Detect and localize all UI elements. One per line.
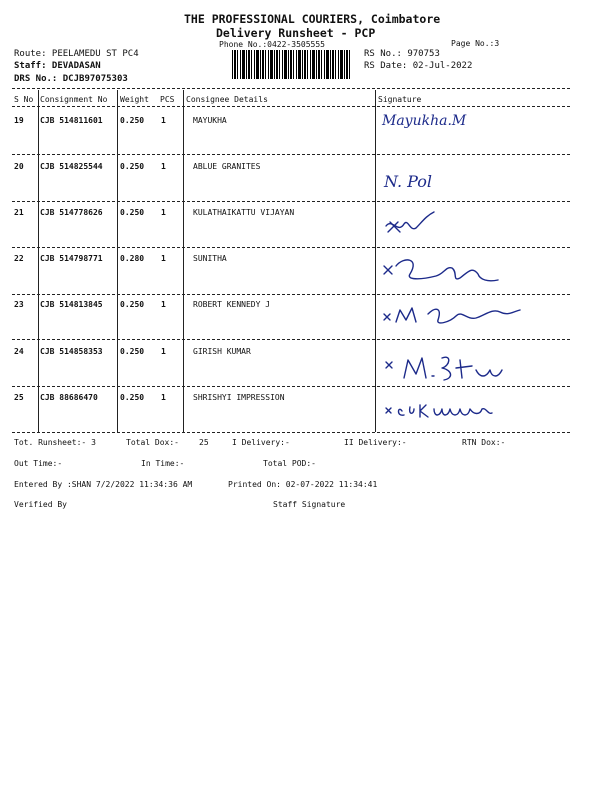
total-runsheet: Tot. Runsheet:- 3 [14,438,96,447]
signature-handwritten: Mayukha.M [382,113,467,129]
signature-scribble [382,397,522,425]
row-consignment: CJB 514798771 [40,254,103,263]
row-weight: 0.250 [120,162,145,171]
divider [12,339,570,340]
barcode [232,50,352,79]
col-header-signature: Signature [378,95,422,104]
row-pcs: 1 [161,116,166,125]
row-consignment: CJB 514813845 [40,300,103,309]
entered-by: Entered By :SHAN 7/2/2022 11:34:36 AM [14,480,193,489]
row-consignment: CJB 514858353 [40,347,103,356]
row-consignee: MAYUKHA [193,116,227,125]
row-sno: 19 [14,116,24,125]
row-sno: 22 [14,254,24,263]
col-header-sno: S No [14,95,34,104]
row-weight: 0.250 [120,347,145,356]
printed-on: Printed On: 02-07-2022 11:34:41 [228,480,378,489]
i-delivery: I Delivery:- [232,438,290,447]
col-header-pcs: PCS [160,95,175,104]
row-pcs: 1 [161,300,166,309]
row-consignment: CJB 88686470 [40,393,98,402]
row-sno: 20 [14,162,24,171]
divider [12,432,570,433]
signature-scribble [380,298,540,332]
row-consignment: CJB 514811601 [40,116,103,125]
ii-delivery: II Delivery:- [344,438,407,447]
document-title: Delivery Runsheet - PCP [216,26,376,40]
row-weight: 0.250 [120,208,145,217]
row-consignee: KULATHAIKATTU VIJAYAN [193,208,295,217]
rtn-dox: RTN Dox:- [462,438,506,447]
row-consignee: ROBERT KENNEDY J [193,300,271,309]
column-rule [117,90,118,432]
page-number: Page No.:3 [451,39,500,48]
verified-by: Verified By [14,500,67,509]
divider [12,386,570,387]
row-weight: 0.250 [120,116,145,125]
divider [12,88,570,89]
col-header-consignee: Consignee Details [186,95,268,104]
total-pod: Total POD:- [263,459,316,468]
row-sno: 24 [14,347,24,356]
divider [12,247,570,248]
drs-number: DRS No.: DCJB97075303 [14,74,128,84]
divider [12,106,570,107]
out-time: Out Time:- [14,459,63,468]
row-pcs: 1 [161,393,166,402]
row-consignee: SUNITHA [193,254,227,263]
row-consignment: CJB 514825544 [40,162,103,171]
row-consignee: SHRISHYI IMPRESSION [193,393,285,402]
rs-date: RS Date: 02-Jul-2022 [364,61,473,71]
signature-scribble [380,206,460,240]
rs-number: RS No.: 970753 [364,49,440,59]
row-weight: 0.250 [120,300,145,309]
total-dox-value: 25 [199,438,209,447]
column-rule [375,90,376,432]
col-header-consignment: Consignment No [40,95,108,104]
row-sno: 25 [14,393,24,402]
row-sno: 21 [14,208,24,217]
column-rule [38,90,39,432]
row-pcs: 1 [161,162,166,171]
column-rule [183,90,184,432]
route-label: Route: PEELAMEDU ST PC4 [14,49,139,59]
row-pcs: 1 [161,254,166,263]
row-consignee: ABLUE GRANITES [193,162,261,171]
staff-label: Staff: DEVADASAN [14,61,101,71]
signature-scribble [380,252,520,292]
divider [12,294,570,295]
divider [12,201,570,202]
row-pcs: 1 [161,347,166,356]
row-consignee: GIRISH KUMAR [193,347,251,356]
signature-scribble [380,350,520,386]
row-consignment: CJB 514778626 [40,208,103,217]
row-pcs: 1 [161,208,166,217]
in-time: In Time:- [141,459,185,468]
row-weight: 0.280 [120,254,145,263]
divider [12,154,570,155]
signature-handwritten: N. Pol [384,172,433,191]
phone-number: Phone No.:0422-3505555 [219,40,325,49]
col-header-weight: Weight [120,95,149,104]
total-dox-label: Total Dox:- [126,438,179,447]
row-sno: 23 [14,300,24,309]
company-name: THE PROFESSIONAL COURIERS, Coimbatore [184,12,441,26]
row-weight: 0.250 [120,393,145,402]
staff-signature: Staff Signature [273,500,346,509]
